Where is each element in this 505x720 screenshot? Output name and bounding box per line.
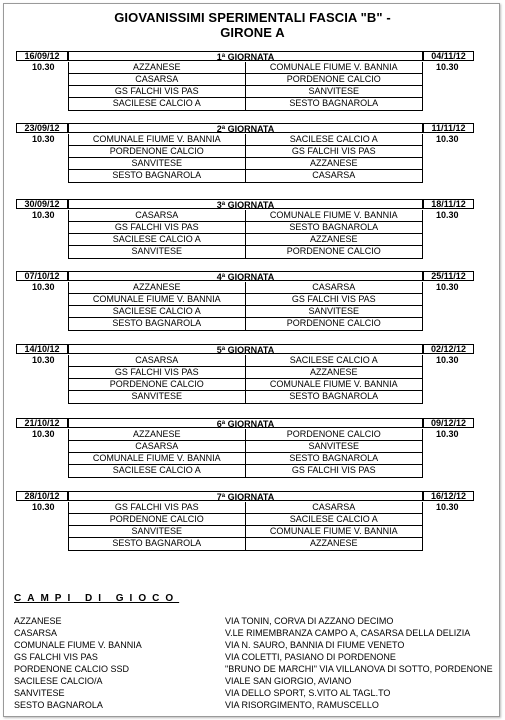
game-row: [69, 134, 422, 146]
game-row: [69, 98, 422, 110]
round-date-andata: 14/10/12: [16, 344, 68, 354]
home-team: SANVITESE: [69, 391, 246, 403]
away-team: SACILESE CALCIO A: [289, 514, 378, 524]
campo-row: [14, 663, 494, 675]
home-team: SANVITESE: [69, 158, 246, 169]
away-team: SANVITESE: [308, 306, 359, 316]
round-block: [16, 123, 474, 183]
away-team: COMUNALE FIUME V. BANNIA: [269, 526, 398, 536]
round-date-andata: 07/10/12: [16, 271, 68, 281]
away-team: AZZANESE: [309, 158, 358, 168]
game-row: [69, 86, 422, 98]
away-team: PORDENONE CALCIO: [286, 318, 381, 328]
kickoff-time-ritorno: 10.30: [436, 282, 459, 292]
campo-row: [14, 651, 494, 663]
game-row: [69, 318, 422, 330]
home-team: SANVITESE: [69, 526, 246, 537]
games-table: [68, 282, 423, 331]
page-title: GIOVANISSIMI SPERIMENTALI FASCIA "B" -: [114, 10, 391, 25]
away-team: AZZANESE: [309, 234, 358, 244]
kickoff-time-ritorno: 10.30: [436, 210, 459, 220]
kickoff-time-andata: 10.30: [32, 282, 55, 292]
home-team: CASARSA: [69, 74, 246, 85]
round-title: [68, 418, 423, 428]
round-title: [68, 51, 423, 61]
kickoff-time-andata: 10.30: [32, 62, 55, 72]
campo-team: COMUNALE FIUME V. BANNIA: [14, 640, 142, 650]
round-date-ritorno: 18/11/12: [423, 199, 474, 209]
round-date-ritorno: 02/12/12: [423, 344, 474, 354]
round-number: 1: [216, 52, 222, 62]
campo-row: [14, 675, 494, 687]
game-row: [69, 294, 422, 306]
page-subtitle: GIRONE A: [220, 25, 285, 40]
home-team: GS FALCHI VIS PAS: [69, 222, 246, 233]
game-row: [69, 246, 422, 258]
round-ordinal: a: [221, 346, 226, 352]
kickoff-time-ritorno: 10.30: [436, 502, 459, 512]
home-team: COMUNALE FIUME V. BANNIA: [69, 294, 246, 305]
away-team: SESTO BAGNAROLA: [289, 98, 379, 108]
campo-address: VIA RISORGIMENTO, RAMUSCELLO: [225, 700, 379, 710]
round-title: [68, 344, 423, 354]
round-block: [16, 491, 474, 551]
round-date-andata: 23/09/12: [16, 123, 68, 133]
home-team: AZZANESE: [69, 62, 246, 73]
round-number: 2: [216, 124, 222, 134]
campo-address: "BRUNO DE MARCHI" VIA VILLANOVA DI SOTTO, PORDENONE: [225, 664, 493, 674]
round-number: 7: [216, 492, 222, 502]
campo-team: SACILESE CALCIO/A: [14, 676, 103, 686]
away-team: COMUNALE FIUME V. BANNIA: [269, 379, 398, 389]
round-number: 5: [216, 345, 222, 355]
round-ordinal: a: [221, 273, 226, 279]
away-team: PORDENONE CALCIO: [286, 246, 381, 256]
game-row: [69, 158, 422, 170]
round-label: GIORNATA: [225, 345, 275, 355]
round-block: [16, 344, 474, 404]
kickoff-time-andata: 10.30: [32, 502, 55, 512]
round-label: GIORNATA: [225, 492, 275, 502]
round-title: [68, 123, 423, 133]
home-team: COMUNALE FIUME V. BANNIA: [69, 453, 246, 464]
games-table: [68, 62, 423, 111]
away-team: SANVITESE: [308, 441, 359, 451]
campo-row: [14, 615, 494, 627]
home-team: SESTO BAGNAROLA: [69, 318, 246, 330]
away-team: SESTO BAGNAROLA: [289, 391, 379, 401]
home-team: GS FALCHI VIS PAS: [69, 502, 246, 513]
round-date-andata: 28/10/12: [16, 491, 68, 501]
round-label: GIORNATA: [225, 419, 275, 429]
campo-address: VIALE SAN GIORGIO, AVIANO: [225, 676, 352, 686]
campo-row: [14, 687, 494, 699]
campi-di-gioco-heading: CAMPI DI GIOCO: [14, 593, 180, 604]
kickoff-time-ritorno: 10.30: [436, 62, 459, 72]
home-team: SACILESE CALCIO A: [69, 306, 246, 317]
kickoff-time-andata: 10.30: [32, 429, 55, 439]
home-team: SANVITESE: [69, 246, 246, 258]
round-number: 4: [216, 272, 222, 282]
round-date-ritorno: 09/12/12: [423, 418, 474, 428]
round-date-andata: 21/10/12: [16, 418, 68, 428]
game-row: [69, 234, 422, 246]
home-team: PORDENONE CALCIO: [69, 379, 246, 390]
home-team: AZZANESE: [69, 282, 246, 293]
game-row: [69, 170, 422, 182]
home-team: SACILESE CALCIO A: [69, 98, 246, 110]
home-team: CASARSA: [69, 355, 246, 366]
game-row: [69, 367, 422, 379]
home-team: GS FALCHI VIS PAS: [69, 367, 246, 378]
game-row: [69, 526, 422, 538]
home-team: SESTO BAGNAROLA: [69, 538, 246, 550]
home-team: CASARSA: [69, 441, 246, 452]
campo-row: [14, 639, 494, 651]
round-label: GIORNATA: [225, 52, 275, 62]
away-team: COMUNALE FIUME V. BANNIA: [269, 210, 398, 220]
kickoff-time-andata: 10.30: [32, 210, 55, 220]
games-table: [68, 502, 423, 551]
round-label: GIORNATA: [225, 200, 275, 210]
away-team: GS FALCHI VIS PAS: [291, 465, 376, 475]
home-team: PORDENONE CALCIO: [69, 146, 246, 157]
home-team: SESTO BAGNAROLA: [69, 170, 246, 182]
round-date-ritorno: 11/11/12: [423, 123, 474, 133]
kickoff-time-ritorno: 10.30: [436, 134, 459, 144]
campi-list: [14, 615, 494, 711]
game-row: [69, 465, 422, 477]
away-team: PORDENONE CALCIO: [286, 74, 381, 84]
home-team: GS FALCHI VIS PAS: [69, 86, 246, 97]
round-number: 3: [216, 200, 222, 210]
kickoff-time-andata: 10.30: [32, 134, 55, 144]
game-row: [69, 74, 422, 86]
round-label: GIORNATA: [225, 272, 275, 282]
game-row: [69, 379, 422, 391]
game-row: [69, 355, 422, 367]
game-row: [69, 514, 422, 526]
round-title: [68, 199, 423, 209]
away-team: SESTO BAGNAROLA: [289, 222, 379, 232]
home-team: CASARSA: [69, 210, 246, 221]
round-ordinal: a: [221, 493, 226, 499]
home-team: SACILESE CALCIO A: [69, 465, 246, 477]
game-row: [69, 282, 422, 294]
away-team: COMUNALE FIUME V. BANNIA: [269, 62, 398, 72]
home-team: PORDENONE CALCIO: [69, 514, 246, 525]
home-team: AZZANESE: [69, 429, 246, 440]
away-team: SACILESE CALCIO A: [289, 134, 378, 144]
away-team: SACILESE CALCIO A: [289, 355, 378, 365]
round-title: [68, 491, 423, 501]
round-date-ritorno: 04/11/12: [423, 51, 474, 61]
game-row: [69, 391, 422, 403]
round-ordinal: a: [221, 201, 226, 207]
round-date-andata: 30/09/12: [16, 199, 68, 209]
round-block: [16, 271, 474, 331]
campo-team: CASARSA: [14, 628, 58, 638]
away-team: SESTO BAGNAROLA: [289, 453, 379, 463]
game-row: [69, 502, 422, 514]
away-team: CASARSA: [312, 502, 356, 512]
away-team: GS FALCHI VIS PAS: [291, 146, 376, 156]
game-row: [69, 306, 422, 318]
round-date-andata: 16/09/12: [16, 51, 68, 61]
round-block: [16, 418, 474, 478]
campo-address: VIA DELLO SPORT, S.VITO AL TAGL.TO: [225, 688, 391, 698]
campo-team: SANVITESE: [14, 688, 65, 698]
round-ordinal: a: [221, 53, 226, 59]
round-block: [16, 51, 474, 111]
games-table: [68, 429, 423, 478]
campo-row: [14, 627, 494, 639]
campo-team: AZZANESE: [14, 616, 62, 626]
away-team: CASARSA: [312, 282, 356, 292]
campo-row: [14, 699, 494, 711]
game-row: [69, 538, 422, 550]
kickoff-time-andata: 10.30: [32, 355, 55, 365]
away-team: AZZANESE: [309, 538, 358, 548]
away-team: AZZANESE: [309, 367, 358, 377]
round-ordinal: a: [221, 125, 226, 131]
away-team: SANVITESE: [308, 86, 359, 96]
round-block: [16, 199, 474, 259]
game-row: [69, 453, 422, 465]
campo-address: VIA N. SAURO, BANNIA DI FIUME VENETO: [225, 640, 405, 650]
game-row: [69, 441, 422, 453]
campo-team: SESTO BAGNAROLA: [14, 700, 103, 710]
round-date-ritorno: 25/11/12: [423, 271, 474, 281]
kickoff-time-ritorno: 10.30: [436, 355, 459, 365]
game-row: [69, 210, 422, 222]
round-ordinal: a: [221, 420, 226, 426]
game-row: [69, 62, 422, 74]
game-row: [69, 222, 422, 234]
games-table: [68, 134, 423, 183]
game-row: [69, 429, 422, 441]
home-team: COMUNALE FIUME V. BANNIA: [69, 134, 246, 145]
kickoff-time-ritorno: 10.30: [436, 429, 459, 439]
away-team: CASARSA: [312, 170, 356, 180]
away-team: GS FALCHI VIS PAS: [291, 294, 376, 304]
campo-address: VIA TONIN, CORVA DI AZZANO DECIMO: [225, 616, 394, 626]
round-date-ritorno: 16/12/12: [423, 491, 474, 501]
campo-team: PORDENONE CALCIO SSD: [14, 664, 130, 674]
round-label: GIORNATA: [225, 124, 275, 134]
campo-address: VIA COLETTI, PASIANO DI PORDENONE: [225, 652, 396, 662]
games-table: [68, 210, 423, 259]
away-team: PORDENONE CALCIO: [286, 429, 381, 439]
round-number: 6: [216, 419, 222, 429]
home-team: SACILESE CALCIO A: [69, 234, 246, 245]
games-table: [68, 355, 423, 404]
campo-address: V.LE RIMEMBRANZA CAMPO A, CASARSA DELLA DELIZIA: [225, 628, 471, 638]
game-row: [69, 146, 422, 158]
campo-team: GS FALCHI VIS PAS: [14, 652, 98, 662]
round-title: [68, 271, 423, 281]
